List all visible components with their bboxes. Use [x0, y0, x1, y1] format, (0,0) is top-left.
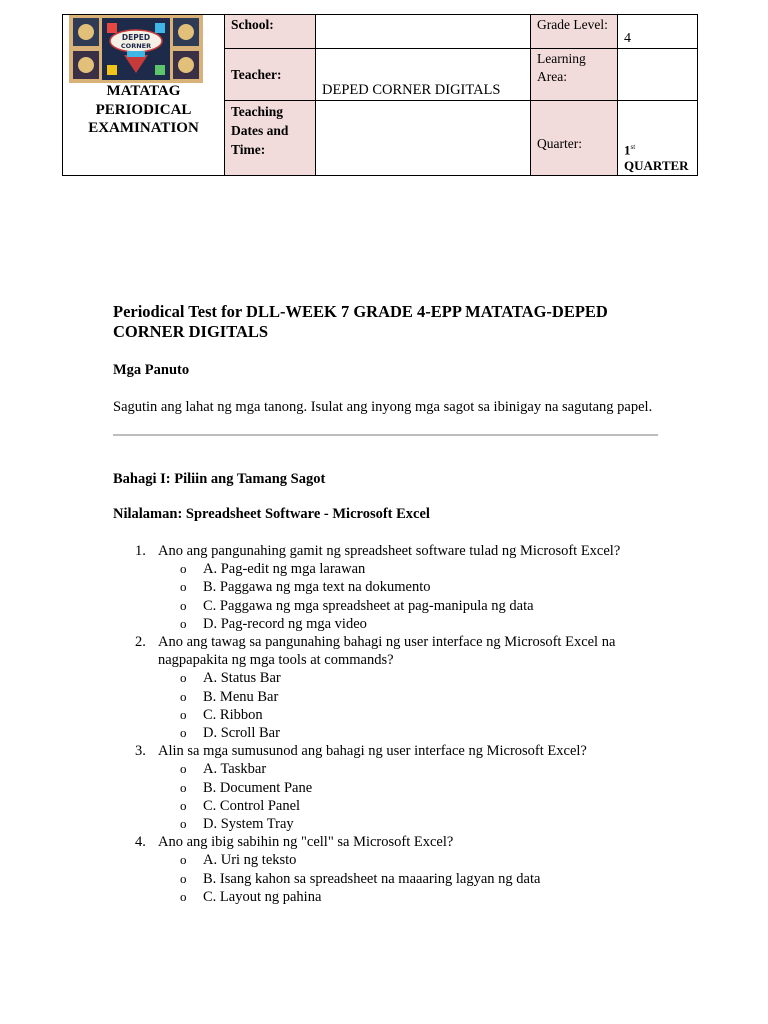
question-text: Ano ang tawag sa pangunahing bahagi ng user interface ng Microsoft Excel na nagpapakita ng mga tools at commands? [158, 634, 616, 669]
test-title: Periodical Test for DLL-WEEK 7 GRADE 4-EPP MATATAG-DEPED CORNER DIGITALS [113, 302, 608, 341]
question-item [113, 633, 658, 742]
choice-item: o B. Document Pane [180, 779, 313, 796]
deped-corner-logo [69, 15, 203, 83]
bullet-icon: o [180, 725, 187, 741]
choice-list [158, 669, 658, 742]
instructions-heading: Mga Panuto [113, 362, 190, 378]
bullet-icon: o [180, 597, 187, 613]
grade-level-value: 4 [618, 15, 698, 49]
bullet-icon: o [180, 797, 187, 813]
choice-item: o B. Menu Bar [180, 688, 279, 705]
bullet-icon: o [180, 688, 187, 704]
bullet-icon: o [180, 706, 187, 722]
question-text: Ano ang pangunahing gamit ng spreadsheet software tulad ng Microsoft Excel? [158, 543, 621, 559]
question-item [113, 833, 658, 906]
bullet-icon: o [180, 670, 187, 686]
choice-item: o C. Layout ng pahina [180, 888, 322, 905]
question-number: 4. [135, 834, 146, 851]
dates-label: Teaching Dates and Time: [225, 101, 316, 176]
test-content [113, 302, 658, 906]
teacher-label: Teacher: [225, 49, 316, 101]
bullet-icon: o [180, 761, 187, 777]
content-heading: Nilalaman: Spreadsheet Software - Microsoft Excel [113, 506, 430, 522]
bullet-icon: o [180, 852, 187, 868]
choice-item: o C. Control Panel [180, 797, 301, 814]
svg-text:DEPED: DEPED [121, 33, 151, 42]
bullet-icon: o [180, 579, 187, 595]
svg-text:CORNER: CORNER [120, 42, 152, 50]
question-number: 1. [135, 543, 146, 559]
bullet-icon: o [180, 615, 187, 631]
bullet-icon: o [180, 870, 187, 886]
grade-level-label: Grade Level: [531, 15, 618, 49]
learning-area-value [618, 49, 698, 101]
bullet-icon: o [180, 888, 187, 904]
question-item [113, 542, 658, 633]
teacher-value: DEPED CORNER DIGITALS [316, 49, 531, 101]
choice-item: o A. Pag-edit ng mga larawan [180, 561, 366, 578]
quarter-value: 1st QUARTER [618, 101, 698, 176]
part-heading: Bahagi I: Piliin ang Tamang Sagot [113, 471, 326, 487]
choice-item: o B. Isang kahon sa spreadsheet na maaaring lagyan ng data [180, 870, 541, 887]
question-number: 2. [135, 634, 146, 651]
choice-item: o D. System Tray [180, 816, 294, 833]
choice-list [158, 760, 658, 833]
question-text: Ano ang ibig sabihin ng "cell" sa Microsoft Excel? [158, 834, 454, 851]
instructions-text: Sagutin ang lahat ng mga tanong. Isulat ang inyong mga sagot sa ibinigay na sagutang papel. [113, 399, 653, 415]
choice-item: o A. Taskbar [180, 761, 267, 778]
question-item [113, 742, 658, 833]
bullet-icon: o [180, 561, 187, 577]
choice-item: o D. Scroll Bar [180, 725, 280, 742]
choice-item: o C. Ribbon [180, 706, 263, 723]
header-table [62, 14, 698, 176]
school-value [316, 15, 531, 49]
bullet-icon: o [180, 816, 187, 832]
quarter-label: Quarter: [531, 101, 618, 176]
question-list [113, 542, 658, 906]
logo-cell [63, 15, 225, 176]
bullet-icon: o [180, 779, 187, 795]
school-label: School: [225, 15, 316, 49]
choice-item: o C. Paggawa ng mga spreadsheet at pag-manipula ng data [180, 597, 534, 614]
exam-title: MATATAG PERIODICAL EXAMINATION [88, 83, 199, 136]
choice-item: o A. Uri ng teksto [180, 852, 297, 869]
choice-list [158, 560, 658, 633]
question-number: 3. [135, 743, 146, 760]
choice-item: o D. Pag-record ng mga video [180, 615, 367, 632]
dates-value [316, 101, 531, 176]
learning-area-label: Learning Area: [531, 49, 618, 101]
question-text: Alin sa mga sumusunod ang bahagi ng user interface ng Microsoft Excel? [158, 743, 587, 760]
choice-list [158, 851, 658, 906]
choice-item: o A. Status Bar [180, 670, 281, 687]
choice-item: o B. Paggawa ng mga text na dokumento [180, 579, 431, 596]
